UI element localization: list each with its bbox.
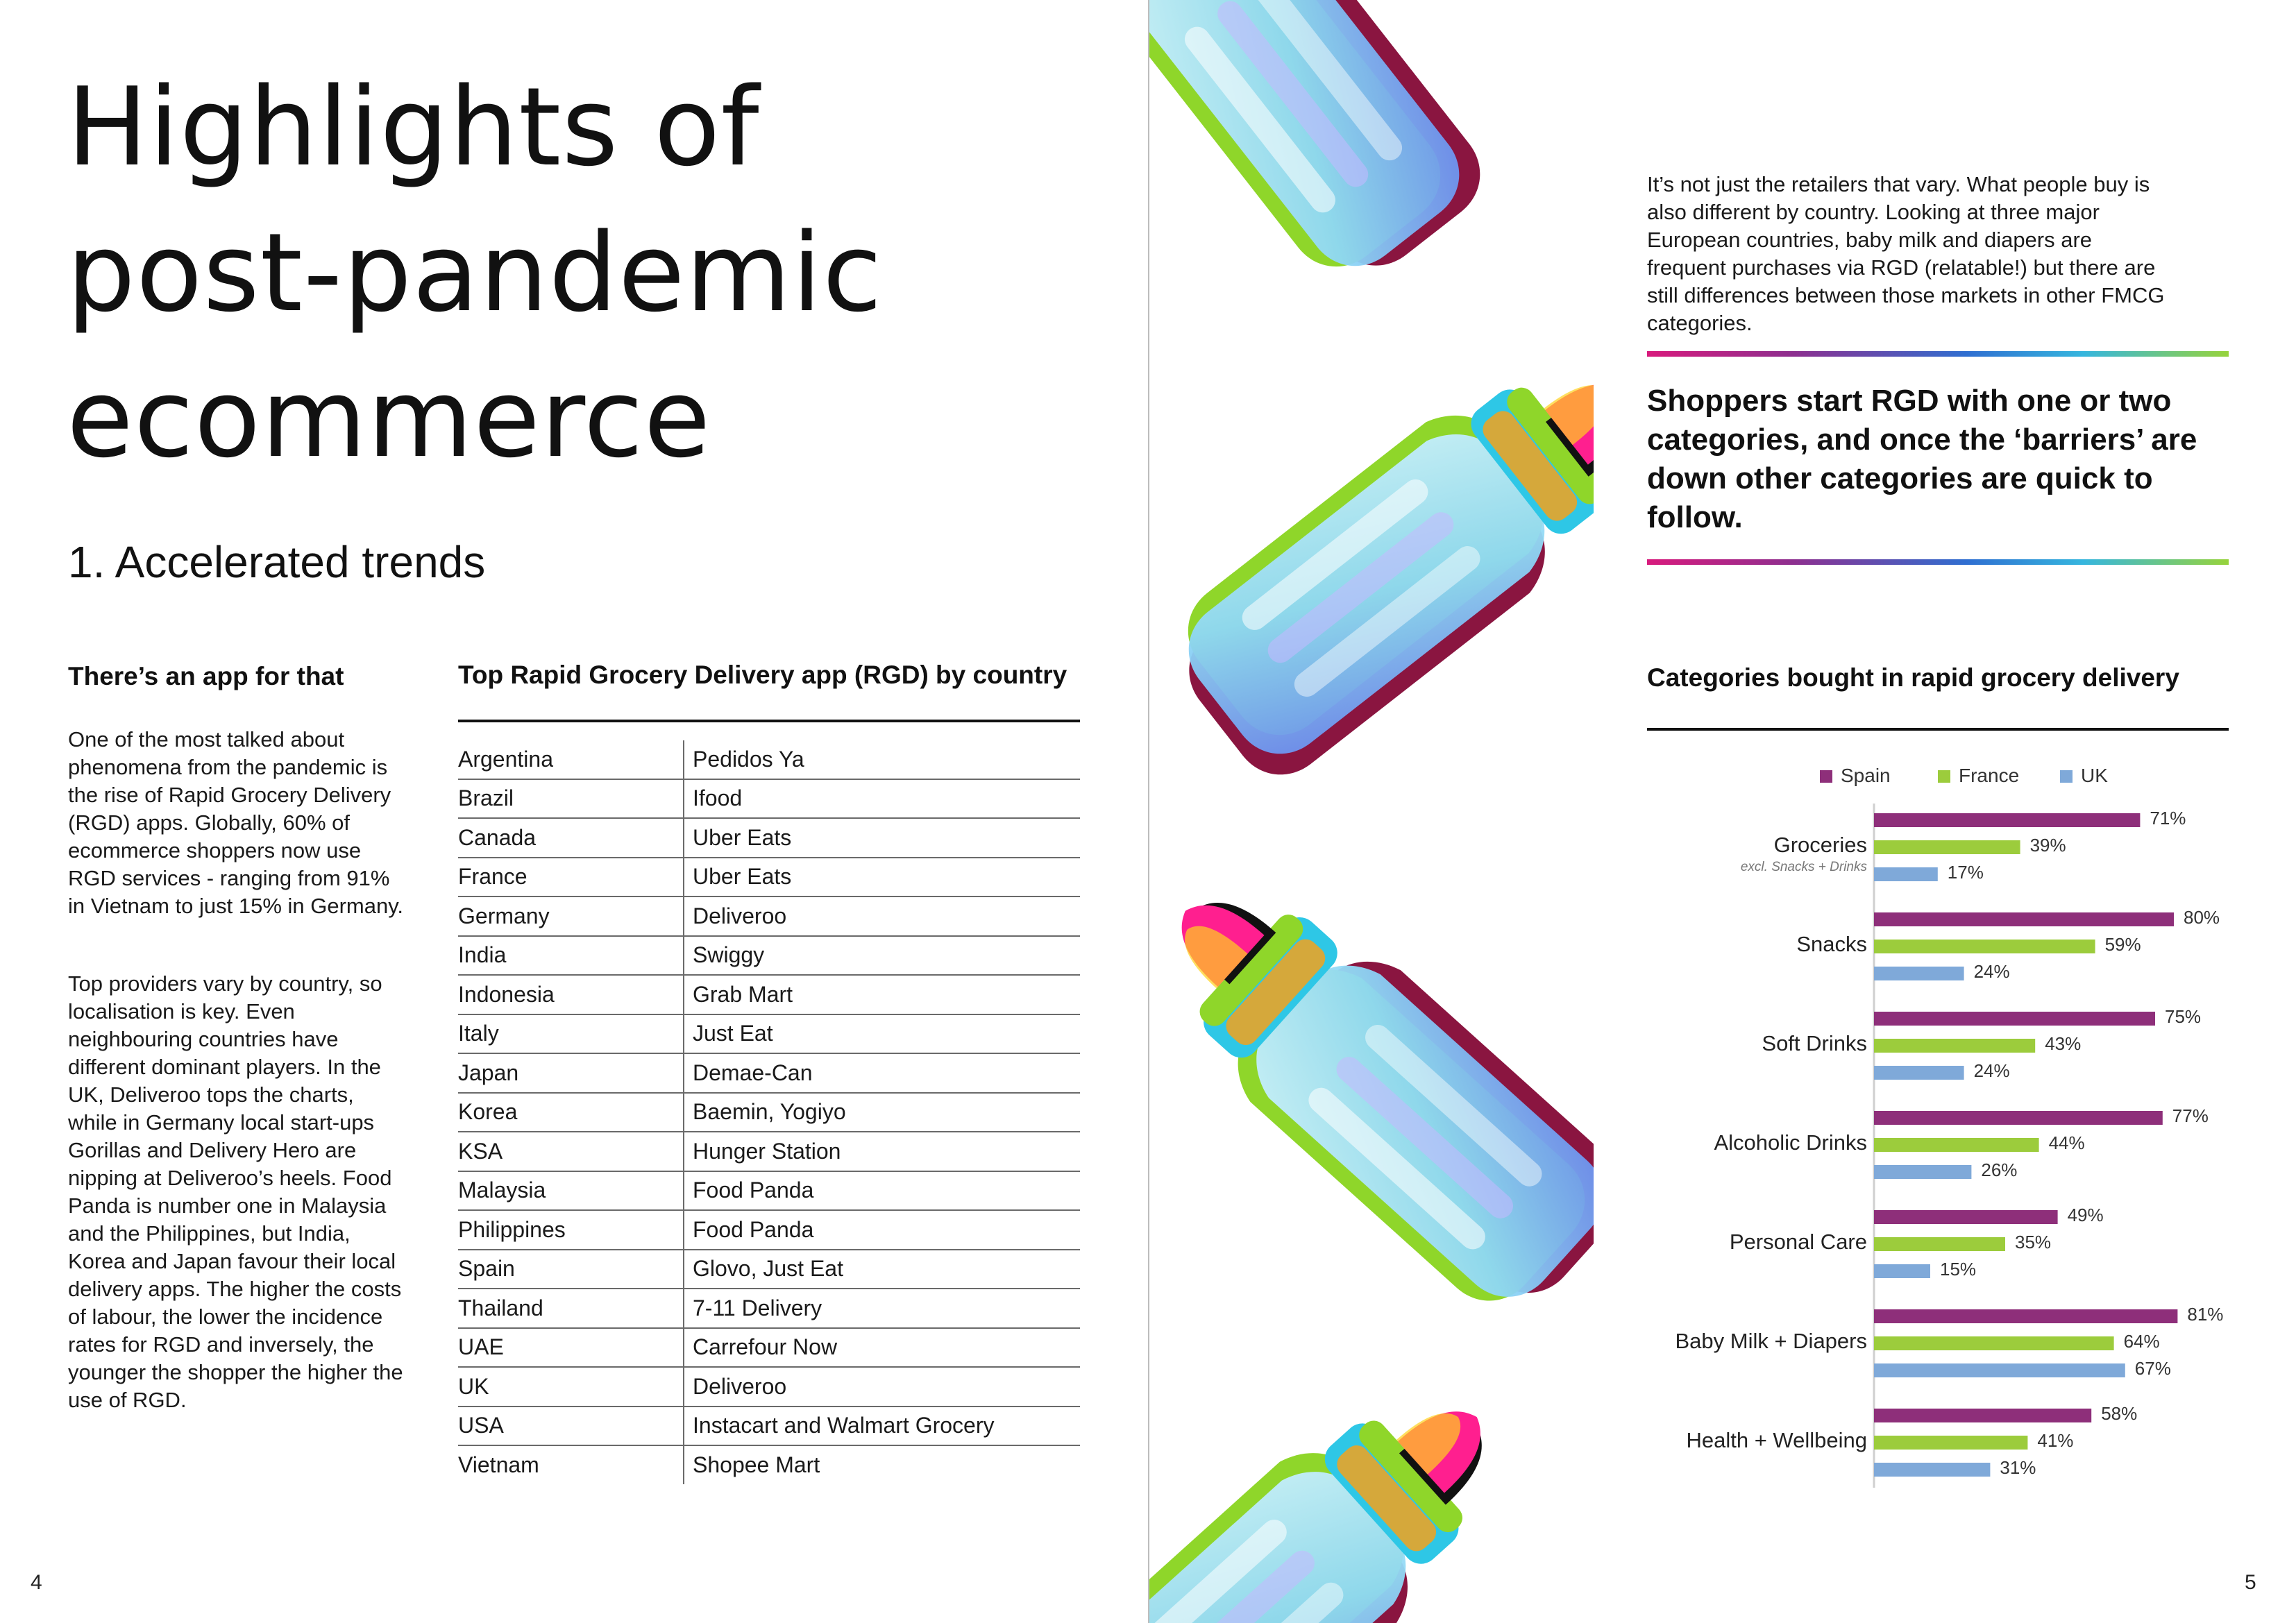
bar-value-label: 71% xyxy=(2150,808,2186,829)
app-cell: 7-11 Delivery xyxy=(684,1289,1080,1328)
bar-value-label: 26% xyxy=(1981,1159,2018,1180)
chart-title-rule xyxy=(1647,728,2229,731)
bar-uk xyxy=(1874,867,1938,881)
app-cell: Just Eat xyxy=(684,1014,1080,1054)
country-cell: USA xyxy=(458,1407,684,1446)
bar-value-label: 35% xyxy=(2015,1232,2052,1252)
table-row xyxy=(458,740,1080,779)
category-label: Soft Drinks xyxy=(1762,1031,1867,1055)
legend-swatch-uk xyxy=(2060,770,2073,783)
intro-paragraph-1: One of the most talked about phenomena from the pandemic is the rise of Rapid Grocery Delivery (RGD) apps. Globally, 60% of ecommerce shoppers now use RGD services - ranging from 91% in Vietnam to just 15% in Germany. xyxy=(68,727,404,918)
callout-quote: Shoppers start RGD with one or two categories, and once the ‘barriers’ are down other categories are quick to follow. xyxy=(1647,384,2197,534)
bar-uk xyxy=(1874,1363,2125,1377)
bar-uk xyxy=(1874,1165,1971,1179)
table-row xyxy=(458,1250,1080,1289)
bar-value-label: 24% xyxy=(1973,1060,2010,1081)
bar-value-label: 67% xyxy=(2134,1358,2171,1379)
table-row xyxy=(458,1407,1080,1446)
bar-value-label: 58% xyxy=(2101,1403,2138,1424)
table-row xyxy=(458,858,1080,897)
legend-label-uk: UK xyxy=(2081,765,2108,786)
country-cell: Vietnam xyxy=(458,1445,684,1484)
intro-paragraph-2: Top providers vary by country, so localisation is key. Even neighbouring countries have different dominant players. In the UK, Deliveroo tops the charts, while in Germany local start-ups Gorillas and Delivery Hero are nipping at Deliveroo’s heels. Food Panda is number one in Malaysia and the Philippines, but India, Korea and Japan favour their local delivery apps. The higher the costs of labour, the lower the incidence rates for RGD and inversely, the younger the shopper the higher the use of RGD. xyxy=(68,971,403,1412)
app-cell: Uber Eats xyxy=(684,818,1080,858)
table-row xyxy=(458,818,1080,858)
bar-france xyxy=(1874,940,2095,953)
bar-value-label: 64% xyxy=(2123,1331,2160,1352)
bar-spain xyxy=(1874,1111,2163,1125)
table-title: Top Rapid Grocery Delivery app (RGD) by country xyxy=(458,661,1067,689)
table-top-rule xyxy=(458,720,1080,722)
title-line-3: ecommerce xyxy=(67,355,711,482)
country-cell: Italy xyxy=(458,1014,684,1054)
table-row xyxy=(458,1132,1080,1171)
chart-title: Categories bought in rapid grocery delivery xyxy=(1647,663,2179,692)
category-label: Alcoholic Drinks xyxy=(1714,1130,1867,1155)
app-cell: Swiggy xyxy=(684,936,1080,976)
category-label: Groceries xyxy=(1773,833,1867,857)
table-row xyxy=(458,779,1080,819)
bar-value-label: 44% xyxy=(2048,1132,2085,1153)
bar-spain xyxy=(1874,1210,2058,1224)
country-cell: Thailand xyxy=(458,1289,684,1328)
bar-value-label: 41% xyxy=(2037,1430,2074,1451)
app-cell: Food Panda xyxy=(684,1171,1080,1211)
category-label: Snacks xyxy=(1796,932,1867,956)
country-cell: France xyxy=(458,858,684,897)
legend-label-spain: Spain xyxy=(1841,765,1891,786)
table-row xyxy=(458,1328,1080,1368)
intro-heading: There’s an app for that xyxy=(68,662,344,690)
country-cell: UK xyxy=(458,1367,684,1407)
table-body xyxy=(458,740,1080,1484)
bar-value-label: 17% xyxy=(1947,862,1984,883)
country-cell: Brazil xyxy=(458,779,684,819)
bar-uk xyxy=(1874,1463,1990,1477)
bar-value-label: 15% xyxy=(1940,1259,1977,1280)
app-cell: Shopee Mart xyxy=(693,1452,820,1477)
gradient-divider-bottom xyxy=(1647,559,2229,565)
country-cell: Argentina xyxy=(458,740,684,779)
app-cell: Pedidos Ya xyxy=(684,740,1080,779)
country-cell: UAE xyxy=(458,1328,684,1368)
bar-uk xyxy=(1874,1264,1930,1278)
table-row xyxy=(458,1210,1080,1250)
bar-spain xyxy=(1874,1309,2177,1323)
table-row xyxy=(458,936,1080,976)
country-cell: Spain xyxy=(458,1250,684,1289)
app-cell: Food Panda xyxy=(684,1210,1080,1250)
bar-value-label: 80% xyxy=(2184,907,2220,928)
country-cell: Japan xyxy=(458,1053,684,1093)
app-cell: Glovo, Just Eat xyxy=(684,1250,1080,1289)
title-line-2: post-pandemic xyxy=(67,210,883,336)
gradient-divider-top xyxy=(1647,351,2229,357)
bar-value-label: 77% xyxy=(2172,1105,2209,1126)
app-cell: Demae-Can xyxy=(684,1053,1080,1093)
bar-france xyxy=(1874,1336,2114,1350)
bar-france xyxy=(1874,840,2020,854)
table-row xyxy=(458,1053,1080,1093)
app-cell: Baemin, Yogiyo xyxy=(684,1093,1080,1132)
app-cell: Deliveroo xyxy=(684,897,1080,936)
country-cell: India xyxy=(458,936,684,976)
page-number-left: 4 xyxy=(31,1571,42,1594)
table-row xyxy=(458,1171,1080,1211)
bar-value-label: 49% xyxy=(2067,1205,2104,1225)
country-cell: KSA xyxy=(458,1132,684,1171)
table-row xyxy=(458,1367,1080,1407)
baby-bottle-illustration xyxy=(1149,0,1594,1623)
bar-value-label: 24% xyxy=(1973,961,2010,982)
bar-spain xyxy=(1874,1012,2155,1026)
table-row xyxy=(458,1014,1080,1054)
bar-value-label: 81% xyxy=(2187,1304,2224,1325)
section-heading: 1. Accelerated trends xyxy=(68,537,486,587)
country-cell: Korea xyxy=(458,1093,684,1132)
table-row xyxy=(458,1289,1080,1328)
retailer-variance-paragraph: It’s not just the retailers that vary. What people buy is also different by country. Looking at three major European countries, baby milk and diapers are frequent purchases via RGD (relatable!) but there are still differences between those markets in other FMCG categories. xyxy=(1647,172,2165,335)
bar-value-label: 43% xyxy=(2045,1033,2082,1054)
legend-swatch-france xyxy=(1938,770,1950,783)
app-cell: Deliveroo xyxy=(684,1367,1080,1407)
legend-label-france: France xyxy=(1959,765,2020,786)
bar-france xyxy=(1874,1138,2039,1152)
app-cell: Instacart and Walmart Grocery xyxy=(684,1407,1080,1446)
country-cell: Indonesia xyxy=(458,975,684,1014)
app-cell: Hunger Station xyxy=(684,1132,1080,1171)
page-number-right: 5 xyxy=(2245,1571,2256,1594)
bar-spain xyxy=(1874,813,2140,827)
bar-france xyxy=(1874,1237,2005,1251)
table-row xyxy=(458,897,1080,936)
bar-france xyxy=(1874,1039,2035,1053)
categories-bar-chart xyxy=(1624,742,2249,1506)
category-label: Personal Care xyxy=(1729,1230,1867,1254)
title-line-1: Highlights of xyxy=(67,64,760,190)
table-row xyxy=(458,1093,1080,1132)
rgd-country-table xyxy=(458,740,1080,1484)
country-cell: Germany xyxy=(458,897,684,936)
category-note: excl. Snacks + Drinks xyxy=(1740,860,1867,874)
bar-spain xyxy=(1874,912,2174,926)
app-cell: Grab Mart xyxy=(684,975,1080,1014)
country-cell: Malaysia xyxy=(458,1171,684,1211)
app-cell: Ifood xyxy=(684,779,1080,819)
bar-france xyxy=(1874,1436,2027,1450)
app-cell: Uber Eats xyxy=(684,858,1080,897)
bar-value-label: 59% xyxy=(2104,934,2141,955)
bar-value-label: 75% xyxy=(2165,1006,2202,1027)
bar-value-label: 31% xyxy=(2000,1457,2036,1478)
category-label: Health + Wellbeing xyxy=(1686,1428,1867,1452)
legend-swatch-spain xyxy=(1820,770,1832,783)
app-cell: Carrefour Now xyxy=(684,1328,1080,1368)
page-title xyxy=(67,54,883,491)
bar-value-label: 39% xyxy=(2029,835,2066,856)
country-cell: Canada xyxy=(458,818,684,858)
table-row xyxy=(458,975,1080,1014)
bar-uk xyxy=(1874,1066,1964,1080)
country-cell: Philippines xyxy=(458,1210,684,1250)
table-row xyxy=(458,1445,1080,1484)
bar-spain xyxy=(1874,1409,2091,1422)
bar-uk xyxy=(1874,967,1964,980)
category-label: Baby Milk + Diapers xyxy=(1675,1329,1867,1353)
